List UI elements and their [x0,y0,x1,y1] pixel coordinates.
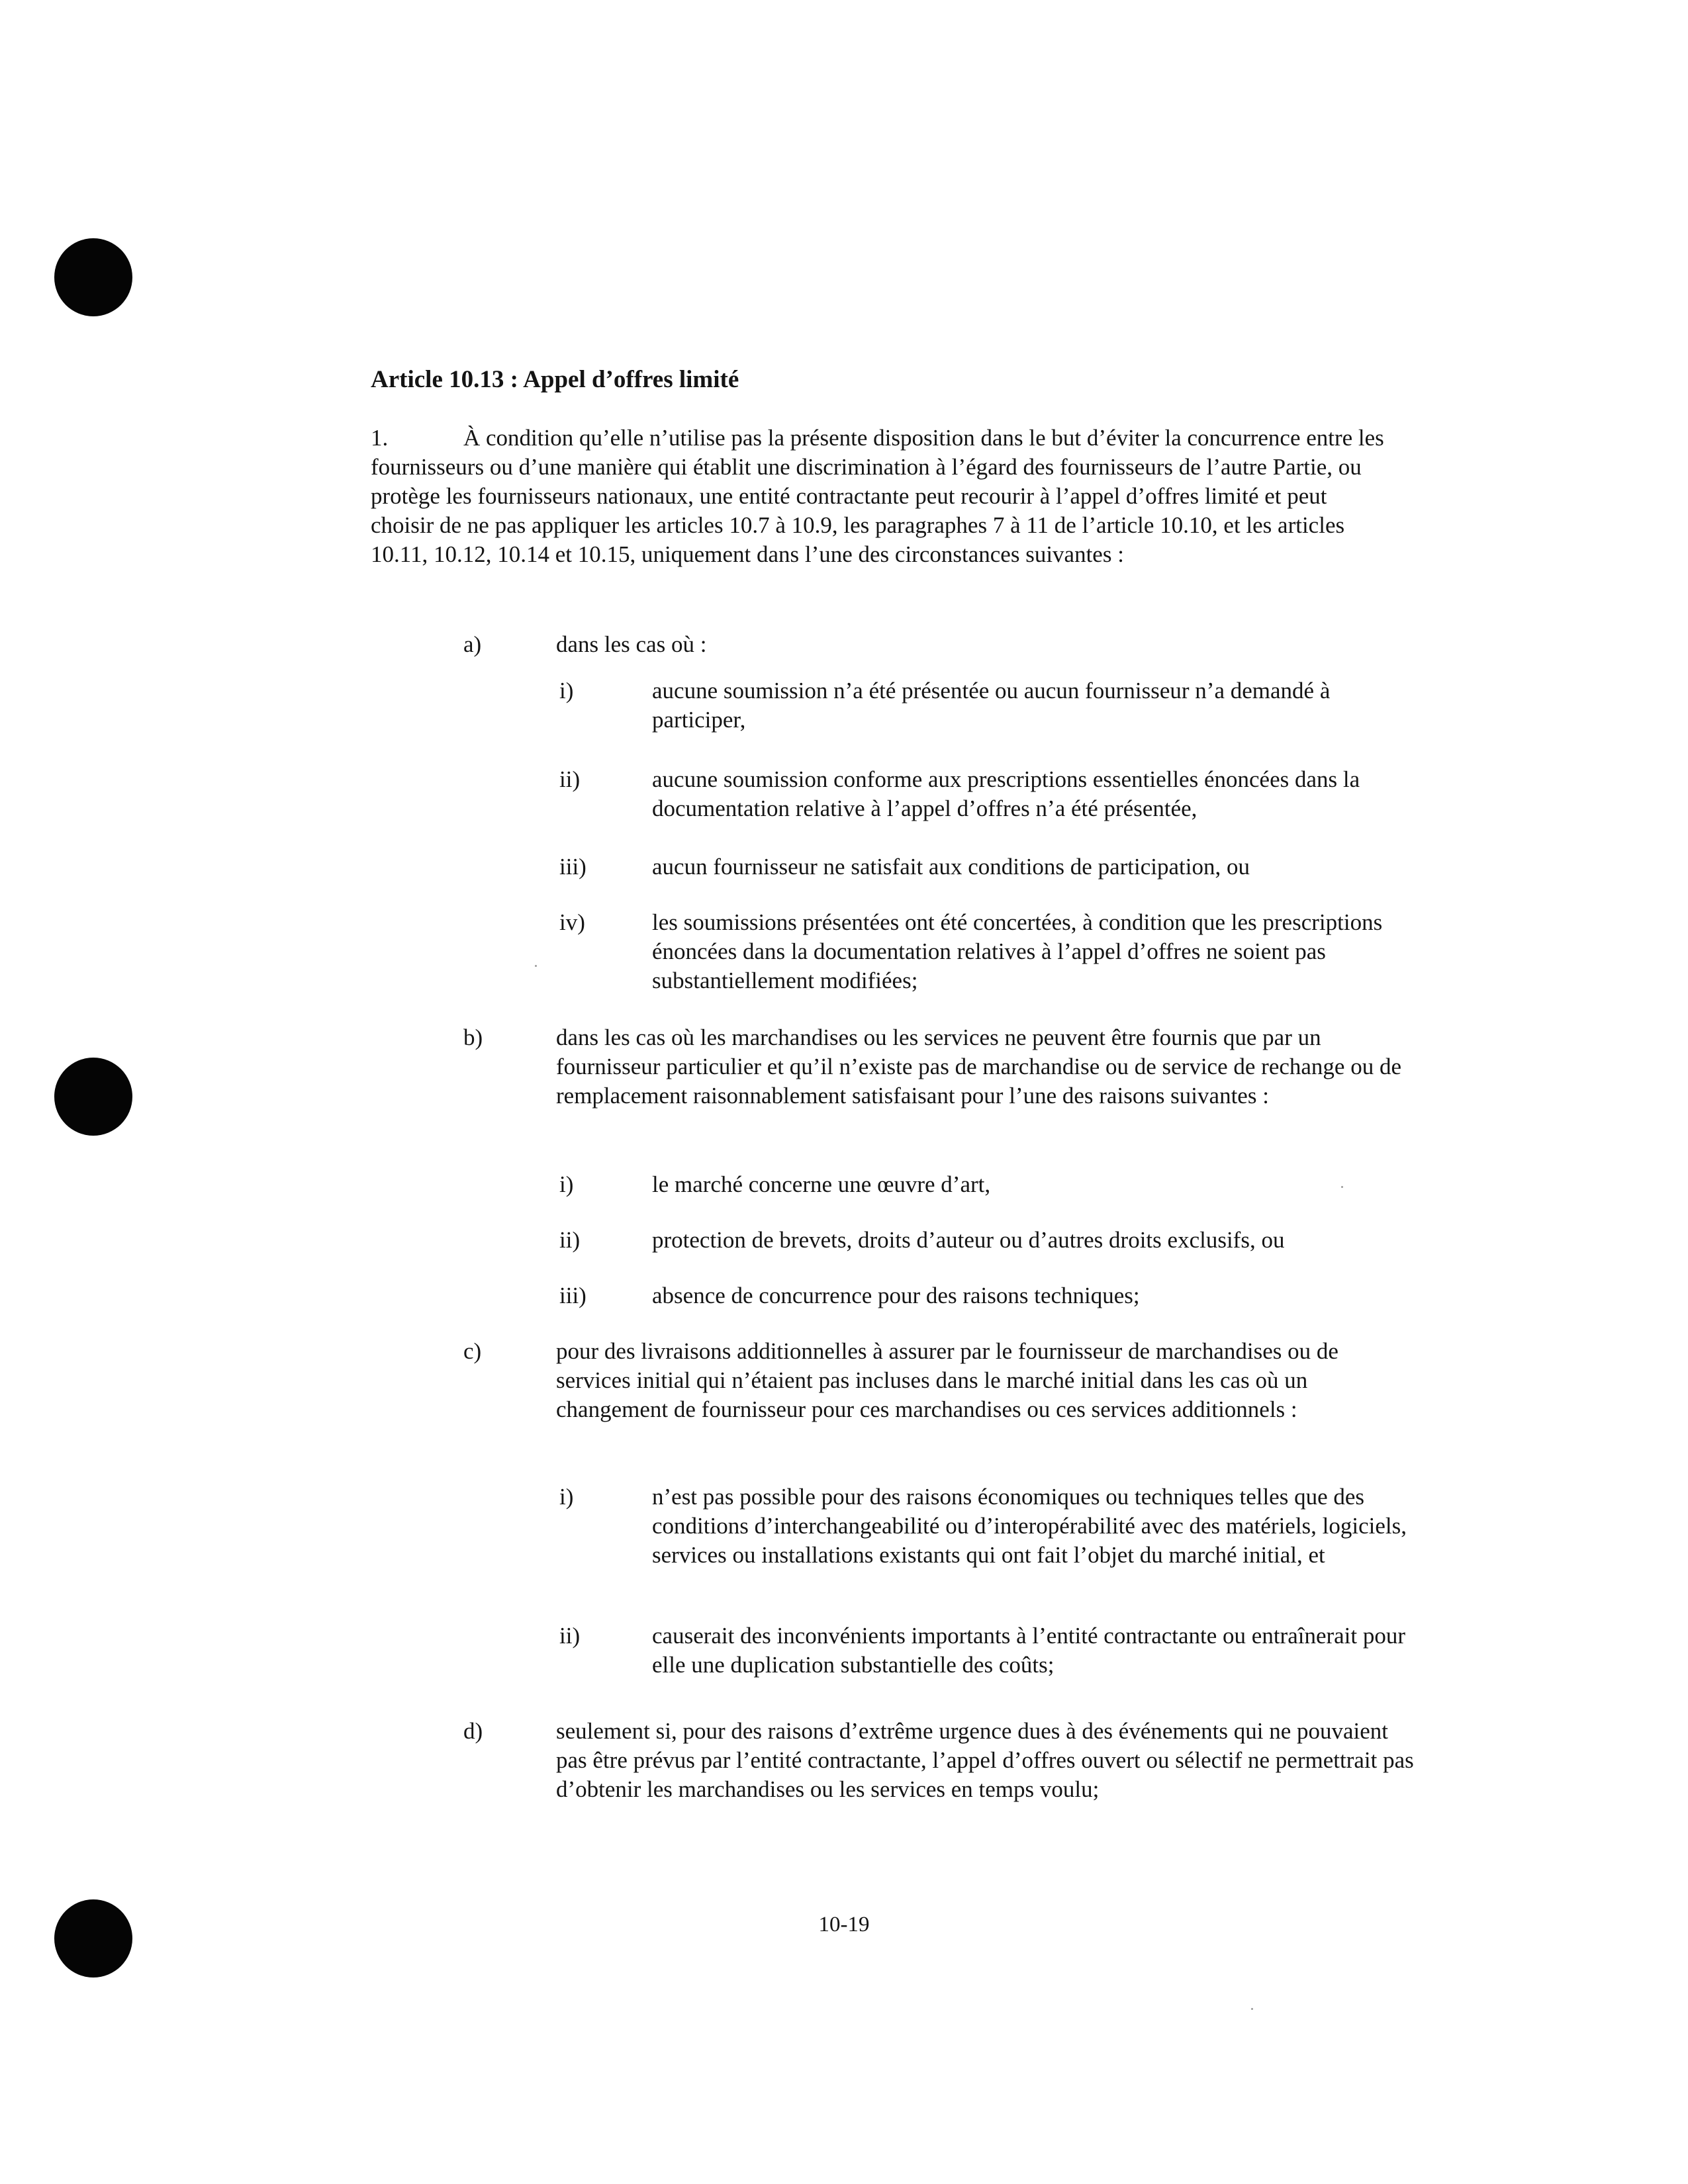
subitem-label: ii) [559,1623,581,1649]
subitem-label: i) [559,1484,574,1510]
subitem-text: le marché concerne une œuvre d’art, [652,1171,991,1197]
subitem-text: protection de brevets, droits d’auteur ou d’autres droits exclusifs, ou [652,1227,1285,1253]
binder-hole-middle [54,1058,132,1136]
item-label: a) [463,631,482,657]
subitem-text: les soumissions présentées ont été concertées, à condition que les prescriptions énoncées dans la documentation relatives à l’appel d’offres ne soient pas substantiellement modifiées; [652,909,1383,993]
subitem-label: iii) [559,1283,586,1308]
binder-hole-top [54,238,132,316]
subitem-text: absence de concurrence pour des raisons techniques; [652,1283,1140,1308]
subitem-label: i) [559,1171,574,1197]
subitem-text: n’est pas possible pour des raisons économiques ou techniques telles que des conditions d’interchangeabilité ou d’interopérabilité avec des matériels, logiciels, services ou installations existants qui ont fait l’objet du marché initial, et [652,1484,1407,1568]
subitem-text: aucune soumission n’a été présentée ou aucun fournisseur n’a demandé à participer, [652,678,1331,733]
subitem-label: ii) [559,766,581,792]
paragraph-text: À condition qu’elle n’utilise pas la présente disposition dans le but d’éviter la concurrence entre les fournisseurs ou d’une manière qui établit une discrimination à l’égard des fournisseurs de l’autre Partie, ou protège les fournisseurs nationaux, une entité contractante peut recourir à l’appel d’offres limité et peut choisir de ne pas appliquer les articles 10.7 à 10.9, les paragraphes 7 à 11 de l’article 10.10, et les articles 10.11, 10.12, 10.14 et 10.15, uniquement dans l’une des circonstances suivantes : [371,425,1384,567]
item-text: seulement si, pour des raisons d’extrême urgence dues à des événements qui ne pouvaient pas être prévus par l’entité contractante, l’appel d’offres ouvert ou sélectif ne permettrait pas d’obtenir les marchandises ou les services en temps voulu; [556,1718,1414,1802]
subitem-label: i) [559,678,574,704]
scan-speck [1341,1186,1343,1188]
item-text: dans les cas où les marchandises ou les services ne peuvent être fournis que par un fournisseur particulier et qu’il n’existe pas de marchandise ou de service de rechange ou de remplacement raisonnablement satisfaisant pour l’une des raisons suivantes : [556,1024,1401,1109]
item-text: pour des livraisons additionnelles à assurer par le fournisseur de marchandises ou de services initial qui n’étaient pas incluses dans le marché initial dans les cas où un changement de fournisseur pour ces marchandises ou ces services additionnels : [556,1338,1338,1422]
subitem-text: causerait des inconvénients importants à l’entité contractante ou entraînerait pour elle une duplication substantielle des coûts; [652,1623,1406,1678]
subitem-label: ii) [559,1227,581,1253]
item-label: b) [463,1024,483,1050]
scan-speck [1251,2008,1253,2010]
paragraph-number: 1. [371,425,389,451]
paragraph-1 [371,424,1390,569]
page-number: 10-19 [818,1913,870,1936]
scan-speck [535,965,537,967]
article-heading: Article 10.13 : Appel d’offres limité [371,366,739,393]
item-label: c) [463,1338,482,1364]
subitem-label: iv) [559,909,585,935]
item-text: dans les cas où : [556,631,707,657]
subitem-text: aucun fournisseur ne satisfait aux conditions de participation, ou [652,854,1250,880]
item-label: d) [463,1718,483,1744]
binder-hole-bottom [54,1899,132,1978]
subitem-text: aucune soumission conforme aux prescriptions essentielles énoncées dans la documentation relative à l’appel d’offres n’a été présentée, [652,766,1360,821]
subitem-label: iii) [559,854,586,880]
